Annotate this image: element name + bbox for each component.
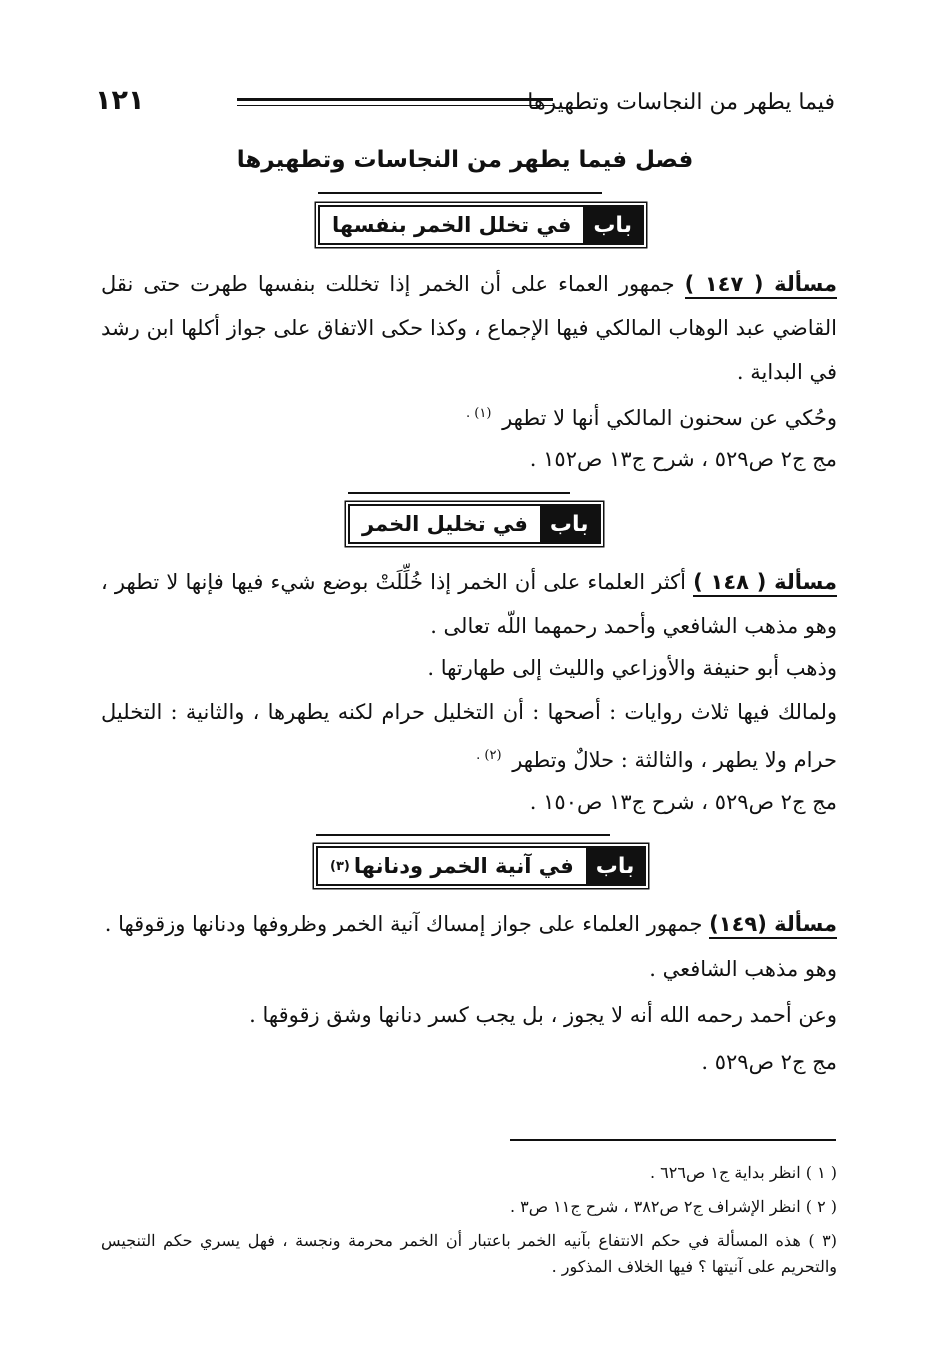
masala-label: مسألة ( ١٤٨ ): [693, 570, 837, 597]
chapter-heading-2: [348, 504, 601, 544]
page-number: ١٢١: [95, 85, 145, 116]
section-title: فصل فيما يطهر من النجاسات وتطهيرها: [236, 147, 694, 173]
masala-body: جمهور العلماء على جواز إمساك آنية الخمر وظروفها ودنانها وزقوقها .: [104, 912, 703, 936]
chapter-title-text: في آنية الخمر ودنانها: [353, 854, 574, 878]
chapter-rule: [348, 492, 570, 494]
text-line: وهو مذهب الشافعي .: [649, 957, 837, 981]
text-paragraph: [101, 690, 837, 782]
masala-body: جمهور العماء على أن الخمر إذا تخللت بنفسها طهرت حتى نقل القاضي عبد الوهاب المالكي فيها الإجماع ، وكذا حكى الاتفاق على جواز أكلها ابن رشد في البداية .: [101, 272, 837, 384]
chapter-title: في تخليل الخمر: [362, 512, 528, 536]
bab-label: باب: [540, 506, 599, 542]
masala-body: أكثر العلماء على أن الخمر إذا خُلِّلَتْ بوضع شيء فيها فإنها لا تطهر ، وهو مذهب الشافعي وأحمد رحمهما اللّه تعالى .: [101, 570, 837, 638]
text-line: وذهب أبو حنيفة والأوزاعي والليث إلى طهارتها .: [427, 656, 837, 680]
chapter-rule: [316, 834, 610, 836]
running-title: فيما يطهر من النجاسات وتطهيرها: [527, 90, 835, 115]
header-rule: [237, 98, 553, 106]
chapter-title: [318, 848, 586, 884]
masala-label: مسألة ( ١٤٧ ): [685, 272, 837, 299]
chapter-heading-3: [316, 846, 646, 886]
masala-147-text: [101, 262, 837, 394]
footnote-ref: (٢) .: [476, 748, 502, 763]
line-text: وحُكي عن سحنون المالكي أنها لا تطهر: [502, 406, 837, 430]
footnote-ref: (١) .: [466, 406, 492, 421]
bab-label: باب: [583, 207, 642, 243]
footnote-2: ( ٢ ) انظر الإشراف ج٢ ص٣٨٢ ، شرح ج١١ ص٣ .: [509, 1197, 837, 1216]
line-text: ولمالك فيها ثلاث روايات : أصحها : أن التخليل حرام لكنه يطهرها ، والثانية : التخليل حرام ولا يطهر ، والثالثة : حلالٌ وتطهر: [101, 700, 837, 772]
chapter-rule: [318, 192, 602, 194]
text-line: [466, 392, 837, 440]
footnote-3: (٣ ) هذه المسألة في حكم الانتفاع بآنيه الخمر باعتبار أن الخمر محرمة ونجسة ، فهل يسري حكم التنجيس والتحريم على آنيتها ؟ فيها الخلاف المذكور .: [101, 1231, 837, 1276]
chapter-heading-1: [318, 205, 644, 245]
footnote-rule: [510, 1139, 836, 1141]
footnote-1: ( ١ ) انظر بداية ج١ ص٦٢٦ .: [650, 1163, 837, 1182]
reference-line: مج ج٢ ص٥٢٩ .: [701, 1050, 837, 1074]
reference-line: مج ج٢ ص٥٢٩ ، شرح ج١٣ ص١٥٢ .: [529, 447, 837, 471]
masala-148-text: [101, 560, 837, 648]
chapter-title: في تخلل الخمر بنفسها: [332, 213, 572, 237]
bab-label: باب: [586, 848, 645, 884]
footnote-ref: (٣): [330, 858, 350, 874]
masala-label: مسألة (١٤٩): [709, 912, 837, 939]
running-header: [95, 85, 835, 120]
masala-149-text: [105, 902, 837, 946]
reference-line: مج ج٢ ص٥٢٩ ، شرح ج١٣ ص١٥٠ .: [529, 790, 837, 814]
text-line: وعن أحمد رحمه الله أنه لا يجوز ، بل يجب كسر دنانها وشق زقوقها .: [249, 1003, 837, 1027]
